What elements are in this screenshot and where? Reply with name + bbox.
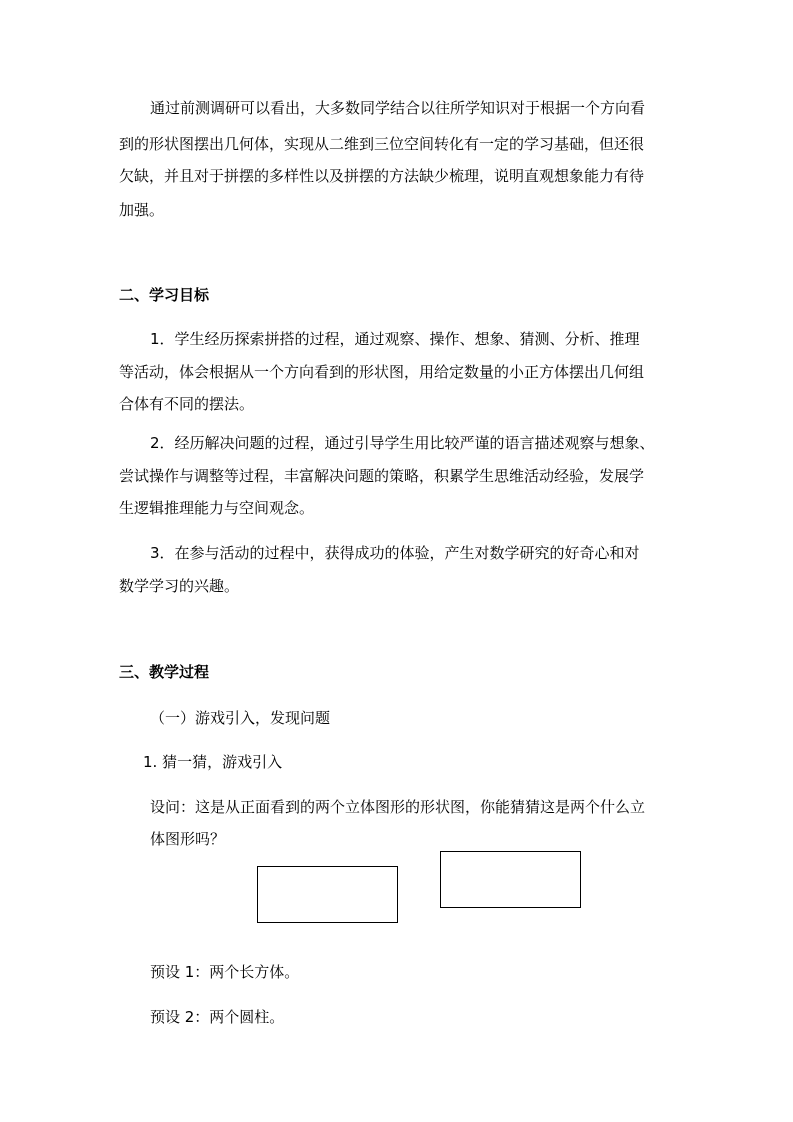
question-line-1: 设问：这是从正面看到的两个立体图形的形状图，你能猜猜这是两个什么立 [150, 798, 646, 816]
subsection-intro-game: （一）游戏引入，发现问题 [150, 709, 331, 727]
section-heading-process: 三、教学过程 [119, 663, 210, 681]
front-view-rectangle-1 [257, 866, 398, 923]
intro-line-4: 加强。 [119, 201, 165, 219]
intro-line-3: 欠缺，并且对于拼摆的多样性以及拼摆的方法缺少梳理，说明直观想象能力有待 [119, 167, 645, 185]
section-heading-goals: 二、学习目标 [119, 286, 210, 304]
goal2-line-1: 2．经历解决问题的过程，通过引导学生用比较严谨的语言描述观察与想象、 [150, 434, 655, 452]
goal2-line-3: 生逻辑推理能力与空间观念。 [119, 499, 315, 517]
goal2-line-2: 尝试操作与调整等过程，丰富解决问题的策略，积累学生思维活动经验，发展学 [119, 467, 645, 485]
question-line-2: 体图形吗？ [150, 830, 226, 848]
intro-line-2: 到的形状图摆出几何体，实现从二维到三位空间转化有一定的学习基础，但还很 [119, 135, 645, 153]
intro-line-1: 通过前测调研可以看出，大多数同学结合以往所学知识对于根据一个方向看 [150, 99, 646, 117]
front-view-rectangle-2 [440, 851, 581, 908]
preset-2: 预设 2：两个圆柱。 [150, 1008, 285, 1026]
goal1-line-1: 1．学生经历探索拼搭的过程，通过观察、操作、想象、猜测、分析、推理 [150, 330, 640, 348]
goal1-line-3: 合体有不同的摆法。 [119, 395, 255, 413]
goal3-line-2: 数学学习的兴趣。 [119, 577, 240, 595]
goal3-line-1: 3．在参与活动的过程中，获得成功的体验，产生对数学研究的好奇心和对 [150, 544, 640, 562]
goal1-line-2: 等活动，体会根据从一个方向看到的形状图，用给定数量的小正方体摆出几何组 [119, 363, 645, 381]
preset-1: 预设 1：两个长方体。 [150, 963, 300, 981]
item-guess-game: 1. 猜一猜，游戏引入 [143, 753, 283, 771]
